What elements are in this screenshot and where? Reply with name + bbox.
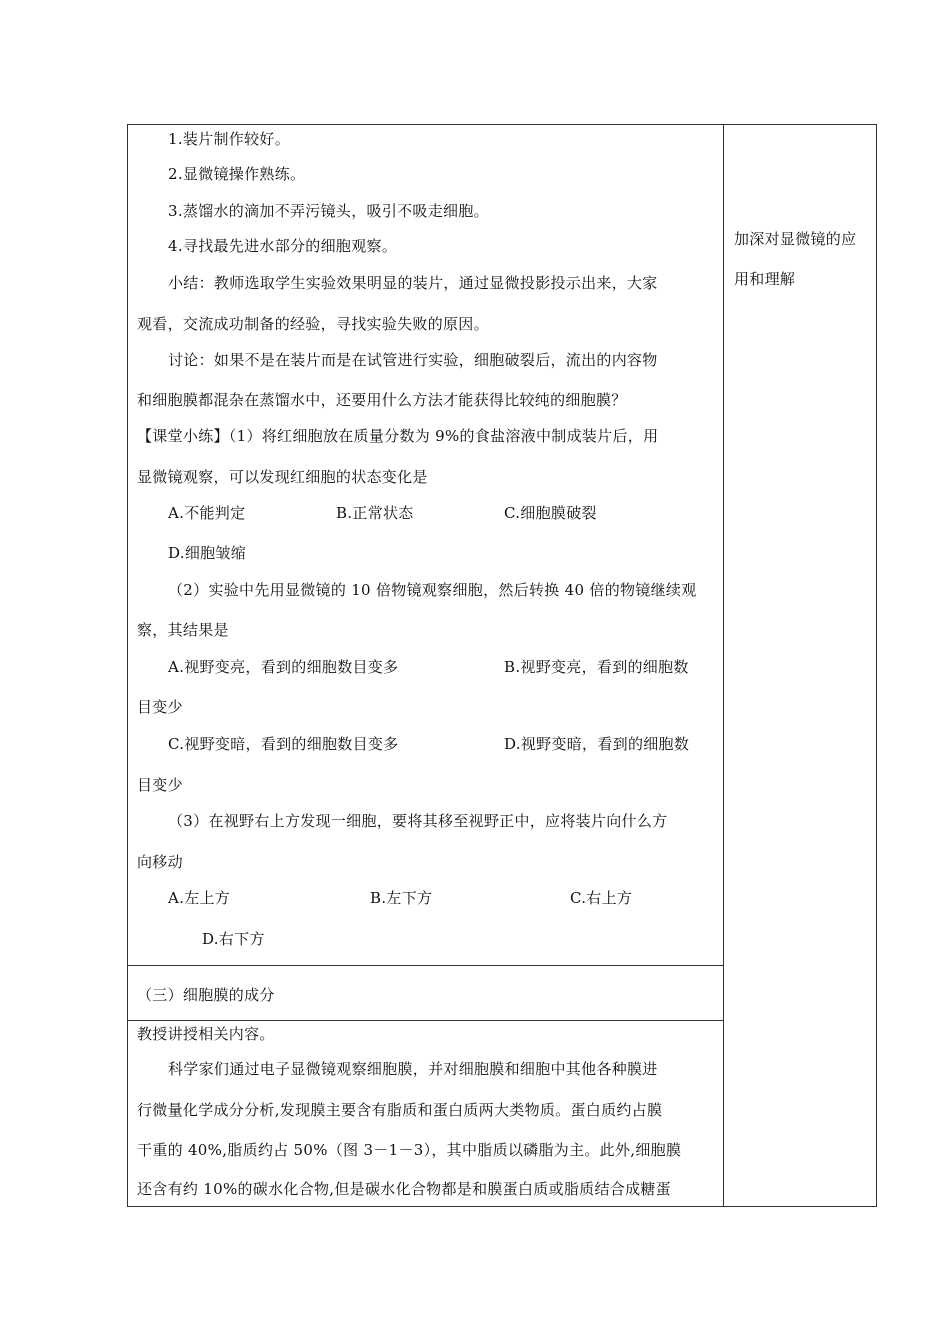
side-note-line-1: 加深对显微镜的应	[734, 230, 857, 248]
exercise-q1-line-1: 【课堂小练】（1）将红细胞放在质量分数为 9%的食盐溶液中制成装片后，用	[137, 427, 659, 445]
q2-option-d-cont: 目变少	[137, 776, 183, 794]
discussion-line-1: 讨论：如果不是在装片而是在试管进行实验，细胞破裂后，流出的内容物	[168, 351, 658, 369]
q2-option-b: B.视野变亮，看到的细胞数	[504, 658, 689, 676]
point-1: 1.装片制作较好。	[168, 130, 291, 148]
exercise-q3-line-2: 向移动	[137, 853, 183, 871]
lecture-line-2: 行微量化学成分分析,发现膜主要含有脂质和蛋白质两大类物质。蛋白质约占膜	[137, 1101, 663, 1119]
column-divider	[723, 124, 724, 1207]
q1-option-c: C.细胞膜破裂	[504, 504, 597, 522]
lecture-intro: 教授讲授相关内容。	[137, 1025, 275, 1043]
point-3: 3.蒸馏水的滴加不弄污镜头，吸引不吸走细胞。	[168, 202, 489, 220]
q2-option-d: D.视野变暗，看到的细胞数	[504, 735, 690, 753]
q2-option-c: C.视野变暗，看到的细胞数目变多	[168, 735, 399, 753]
lecture-line-4: 还含有约 10%的碳水化合物,但是碳水化合物都是和膜蛋白质或脂质结合成糖蛋	[137, 1180, 671, 1198]
exercise-q2-line-2: 察，其结果是	[137, 621, 229, 639]
q3-option-a: A.左上方	[168, 889, 231, 907]
q1-option-b: B.正常状态	[336, 504, 414, 522]
exercise-q1-line-2: 显微镜观察，可以发现红细胞的状态变化是	[137, 468, 428, 486]
point-4: 4.寻找最先进水部分的细胞观察。	[168, 237, 398, 255]
exercise-q3-line-1: （3）在视野右上方发现一细胞，要将其移至视野正中，应将装片向什么方	[168, 812, 668, 830]
q1-option-d: D.细胞皱缩	[168, 544, 247, 562]
q3-option-c: C.右上方	[570, 889, 633, 907]
q1-option-a: A.不能判定	[168, 504, 246, 522]
point-2: 2.显微镜操作熟练。	[168, 165, 306, 183]
side-note-line-2: 用和理解	[734, 270, 796, 288]
exercise-q2-line-1: （2）实验中先用显微镜的 10 倍物镜观察细胞，然后转换 40 倍的物镜继续观	[168, 581, 697, 599]
lecture-line-3: 干重的 40%,脂质约占 50%（图 3－1－3），其中脂质以磷脂为主。此外,细胞膜	[137, 1141, 682, 1159]
q2-option-a: A.视野变亮，看到的细胞数目变多	[168, 658, 399, 676]
lecture-line-1: 科学家们通过电子显微镜观察细胞膜，并对细胞膜和细胞中其他各种膜进	[168, 1060, 658, 1078]
q2-option-b-cont: 目变少	[137, 698, 183, 716]
q3-option-b: B.左下方	[370, 889, 433, 907]
q3-option-d: D.右下方	[202, 930, 265, 948]
summary-line-2: 观看，交流成功制备的经验，寻找实验失败的原因。	[137, 315, 489, 333]
discussion-line-2: 和细胞膜都混杂在蒸馏水中，还要用什么方法才能获得比较纯的细胞膜？	[137, 391, 627, 409]
row-divider-top	[127, 965, 724, 966]
section-title: （三）细胞膜的成分	[137, 986, 275, 1004]
summary-line-1: 小结：教师选取学生实验效果明显的装片，通过显微投影投示出来，大家	[168, 274, 658, 292]
row-divider-bottom	[127, 1020, 724, 1021]
